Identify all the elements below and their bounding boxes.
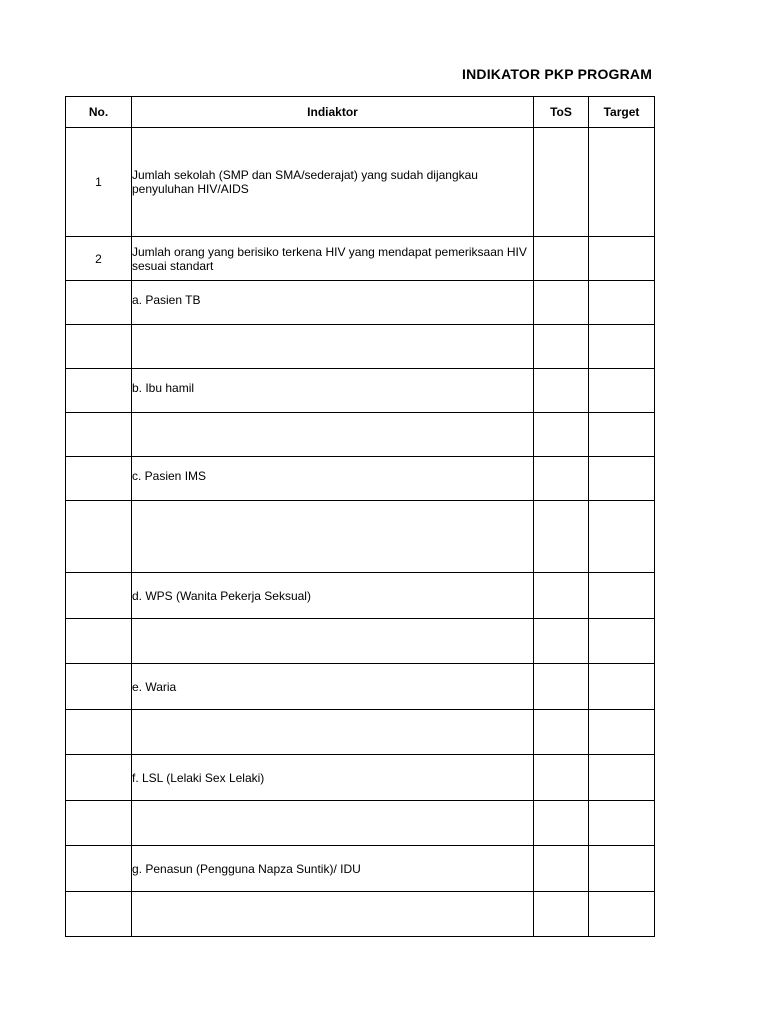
row-no-cell[interactable] bbox=[66, 325, 132, 369]
row-indikator-cell[interactable]: a. Pasien TB bbox=[132, 281, 534, 325]
row-indikator-cell[interactable]: f. LSL (Lelaki Sex Lelaki) bbox=[132, 755, 534, 801]
row-target-cell[interactable] bbox=[589, 755, 655, 801]
table-row bbox=[66, 457, 655, 501]
row-tos-cell[interactable] bbox=[534, 128, 589, 237]
row-indikator-cell[interactable]: c. Pasien IMS bbox=[132, 457, 534, 501]
header-tos: ToS bbox=[534, 97, 589, 128]
row-tos-cell[interactable] bbox=[534, 237, 589, 281]
row-target-cell[interactable] bbox=[589, 573, 655, 619]
row-tos-cell[interactable] bbox=[534, 413, 589, 457]
row-tos-cell[interactable] bbox=[534, 846, 589, 892]
row-target-cell[interactable] bbox=[589, 664, 655, 710]
row-target-cell[interactable] bbox=[589, 237, 655, 281]
header-no: No. bbox=[66, 97, 132, 128]
row-no-cell[interactable]: 1 bbox=[66, 128, 132, 237]
row-target-cell[interactable] bbox=[589, 501, 655, 573]
row-no-cell[interactable] bbox=[66, 664, 132, 710]
row-indikator-cell[interactable]: b. Ibu hamil bbox=[132, 369, 534, 413]
table-row bbox=[66, 413, 655, 457]
row-indikator-cell[interactable]: Jumlah sekolah (SMP dan SMA/sederajat) yang sudah dijangkau penyuluhan HIV/AIDS bbox=[132, 128, 534, 237]
row-indikator-cell[interactable] bbox=[132, 619, 534, 664]
header-row bbox=[66, 97, 655, 128]
document-title: INDIKATOR PKP PROGRAM bbox=[462, 66, 653, 82]
row-tos-cell[interactable] bbox=[534, 755, 589, 801]
row-target-cell[interactable] bbox=[589, 457, 655, 501]
table-row bbox=[66, 237, 655, 281]
row-indikator-cell[interactable] bbox=[132, 501, 534, 573]
row-no-cell[interactable] bbox=[66, 413, 132, 457]
row-indikator-cell[interactable] bbox=[132, 413, 534, 457]
row-target-cell[interactable] bbox=[589, 413, 655, 457]
row-tos-cell[interactable] bbox=[534, 281, 589, 325]
row-tos-cell[interactable] bbox=[534, 369, 589, 413]
row-target-cell[interactable] bbox=[589, 710, 655, 755]
row-target-cell[interactable] bbox=[589, 619, 655, 664]
row-target-cell[interactable] bbox=[589, 846, 655, 892]
row-tos-cell[interactable] bbox=[534, 325, 589, 369]
row-tos-cell[interactable] bbox=[534, 892, 589, 937]
row-no-cell[interactable] bbox=[66, 846, 132, 892]
table-row bbox=[66, 755, 655, 801]
row-indikator-cell[interactable] bbox=[132, 801, 534, 846]
row-tos-cell[interactable] bbox=[534, 801, 589, 846]
row-no-cell[interactable] bbox=[66, 369, 132, 413]
header-target: Target bbox=[589, 97, 655, 128]
table-row bbox=[66, 501, 655, 573]
row-target-cell[interactable] bbox=[589, 281, 655, 325]
table-row bbox=[66, 892, 655, 937]
row-no-cell[interactable] bbox=[66, 619, 132, 664]
table-row bbox=[66, 128, 655, 237]
table-row bbox=[66, 664, 655, 710]
row-no-cell[interactable] bbox=[66, 710, 132, 755]
row-tos-cell[interactable] bbox=[534, 501, 589, 573]
row-no-cell[interactable] bbox=[66, 755, 132, 801]
row-no-cell[interactable] bbox=[66, 801, 132, 846]
row-no-cell[interactable] bbox=[66, 281, 132, 325]
table-row bbox=[66, 801, 655, 846]
table-row bbox=[66, 619, 655, 664]
row-tos-cell[interactable] bbox=[534, 573, 589, 619]
row-indikator-cell[interactable] bbox=[132, 325, 534, 369]
indicator-table bbox=[65, 96, 655, 937]
row-indikator-cell[interactable] bbox=[132, 892, 534, 937]
table-row bbox=[66, 325, 655, 369]
row-target-cell[interactable] bbox=[589, 369, 655, 413]
row-target-cell[interactable] bbox=[589, 801, 655, 846]
row-indikator-cell[interactable]: g. Penasun (Pengguna Napza Suntik)/ IDU bbox=[132, 846, 534, 892]
table-row bbox=[66, 573, 655, 619]
row-no-cell[interactable]: 2 bbox=[66, 237, 132, 281]
row-no-cell[interactable] bbox=[66, 892, 132, 937]
row-no-cell[interactable] bbox=[66, 573, 132, 619]
table-row bbox=[66, 710, 655, 755]
row-indikator-cell[interactable]: Jumlah orang yang berisiko terkena HIV yang mendapat pemeriksaan HIV sesuai standart bbox=[132, 237, 534, 281]
row-tos-cell[interactable] bbox=[534, 710, 589, 755]
row-indikator-cell[interactable] bbox=[132, 710, 534, 755]
row-target-cell[interactable] bbox=[589, 325, 655, 369]
row-tos-cell[interactable] bbox=[534, 664, 589, 710]
table-row bbox=[66, 281, 655, 325]
row-indikator-cell[interactable]: d. WPS (Wanita Pekerja Seksual) bbox=[132, 573, 534, 619]
row-tos-cell[interactable] bbox=[534, 457, 589, 501]
row-indikator-cell[interactable]: e. Waria bbox=[132, 664, 534, 710]
table-row bbox=[66, 846, 655, 892]
table-row bbox=[66, 369, 655, 413]
row-no-cell[interactable] bbox=[66, 457, 132, 501]
row-target-cell[interactable] bbox=[589, 892, 655, 937]
row-target-cell[interactable] bbox=[589, 128, 655, 237]
header-indikator: Indiaktor bbox=[132, 97, 534, 128]
row-tos-cell[interactable] bbox=[534, 619, 589, 664]
row-no-cell[interactable] bbox=[66, 501, 132, 573]
